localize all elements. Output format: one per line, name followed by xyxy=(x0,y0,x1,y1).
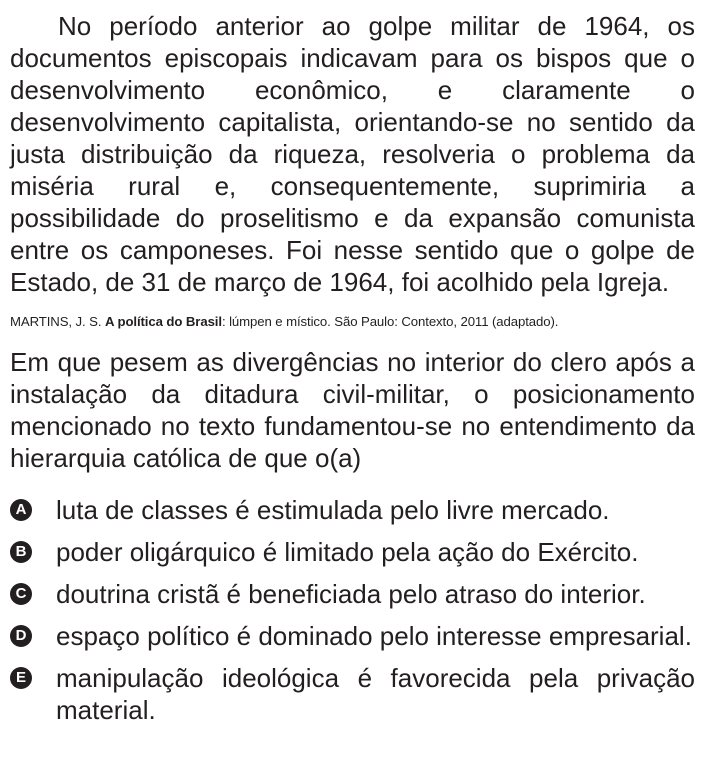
question-page xyxy=(10,10,695,736)
option-d-letter-badge: D xyxy=(10,625,32,647)
option-d-text: espaço político é dominado pelo interesse empresarial. xyxy=(56,621,692,651)
option-c-text: doutrina cristã é beneficiada pelo atraso do interior. xyxy=(56,579,646,609)
option-e-letter-badge: E xyxy=(10,667,32,689)
passage-text: No período anterior ao golpe militar de 1964, os documentos episcopais indicavam para os bispos que o desenvolvimento econômico, e claramente o desenvolvimento capitalista, orientando-se no sentido da justa distribuição da riqueza, resolveria o problema da miséria rural e, consequentemente, suprimiria a possibilidade do proselitismo e da expansão comunista entre os camponeses. Foi nesse sentido que o golpe de Estado, de 31 de março de 1964, foi acolhido pela Igreja. xyxy=(10,11,695,297)
option-c-letter-badge: C xyxy=(10,583,32,605)
option-a[interactable] xyxy=(10,494,695,526)
source-citation xyxy=(10,313,695,331)
citation-author: MARTINS, J. S. xyxy=(10,314,105,329)
question-stem: Em que pesem as divergências no interior do clero após a instalação da ditadura civil-militar, o posicionamento mencionado no texto fundamentou-se no entendimento da hierarquia católica de que o(a) xyxy=(10,347,695,473)
option-b-letter-badge: B xyxy=(10,541,32,563)
option-e[interactable] xyxy=(10,662,695,726)
option-b-text: poder oligárquico é limitado pela ação do Exército. xyxy=(56,537,639,567)
citation-details: : lúmpen e místico. São Paulo: Contexto, 2011 (adaptado). xyxy=(221,314,559,329)
option-b[interactable] xyxy=(10,536,695,568)
option-d[interactable] xyxy=(10,620,695,652)
option-a-letter-badge: A xyxy=(10,499,32,521)
option-a-text: luta de classes é estimulada pelo livre mercado. xyxy=(56,495,610,525)
option-c[interactable] xyxy=(10,578,695,610)
option-e-text: manipulação ideológica é favorecida pela privação material. xyxy=(56,663,695,725)
answer-options xyxy=(10,494,695,726)
citation-title: A política do Brasil xyxy=(104,314,222,329)
